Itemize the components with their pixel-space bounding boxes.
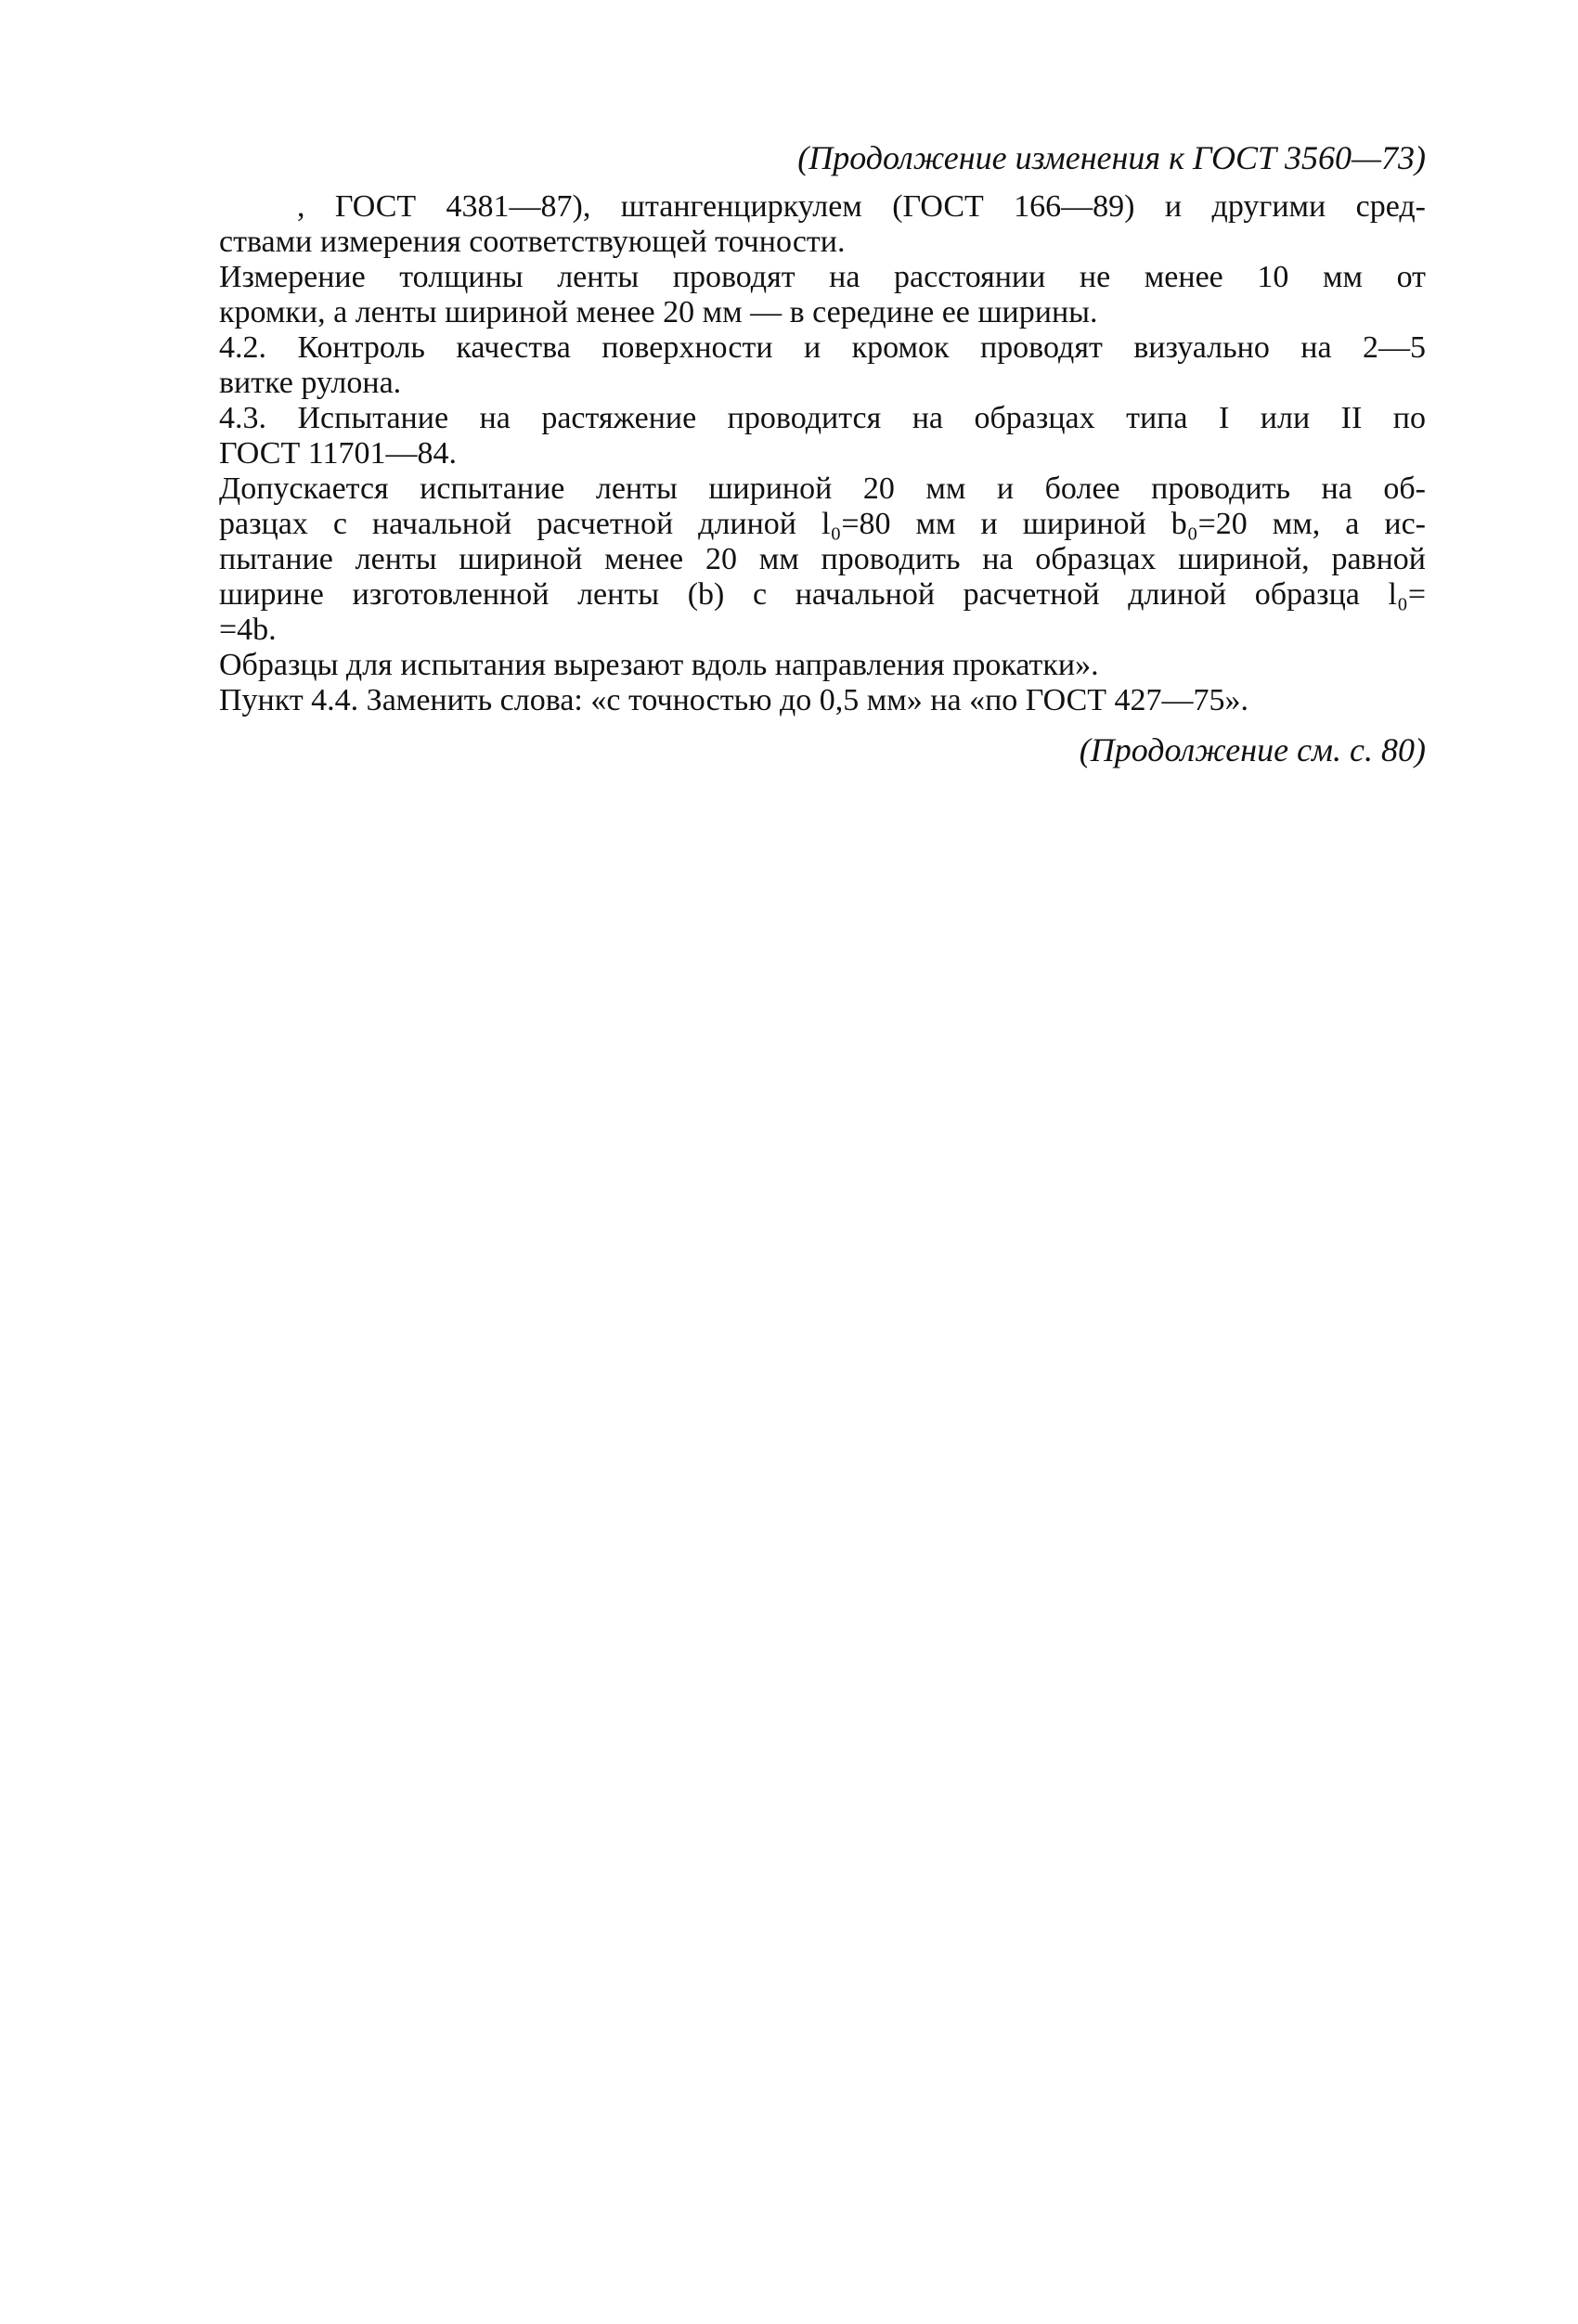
page-header: (Продолжение изменения к ГОСТ 3560—73) [797, 139, 1426, 176]
document-text [219, 139, 1426, 768]
text-line: 4.2. Контроль качества поверхности и кромок проводят визуально на 2—5 [219, 330, 1426, 365]
text-line: ширине изготовленной ленты (b) с начальной расчетной длиной образца l₀= [219, 577, 1426, 612]
body-lines [219, 189, 1426, 718]
text-line: ГОСТ 11701—84. [219, 436, 457, 471]
text-line: разцах с начальной расчетной длиной l₀=80 мм и шириной b₀=20 мм, а ис- [219, 507, 1426, 541]
text-line: Измерение толщины ленты проводят на расстоянии не менее 10 мм от [219, 260, 1426, 294]
text-line: Пункт 4.4. Заменить слова: «с точностью до 0,5 мм» на «по ГОСТ 427—75». [219, 683, 1249, 717]
text-line: витке рулона. [219, 366, 402, 400]
text-line: , ГОСТ 4381—87), штангенциркулем (ГОСТ 166—89) и другими сред- [297, 189, 1426, 224]
text-line: ствами измерения соответствующей точности. [219, 225, 846, 259]
text-line: Образцы для испытания вырезают вдоль направления прокатки». [219, 648, 1099, 682]
text-line: кромки, а ленты шириной менее 20 мм — в середине ее ширины. [219, 295, 1098, 329]
text-line: Допускается испытание ленты шириной 20 мм и более проводить на об- [219, 471, 1426, 506]
text-line: =4b. [219, 613, 277, 647]
page-footer: (Продолжение см. с. 80) [1079, 731, 1426, 768]
text-line: 4.3. Испытание на растяжение проводится на образцах типа I или II по [219, 401, 1426, 435]
text-line: пытание ленты шириной менее 20 мм проводить на образцах шириной, равной [219, 542, 1426, 576]
